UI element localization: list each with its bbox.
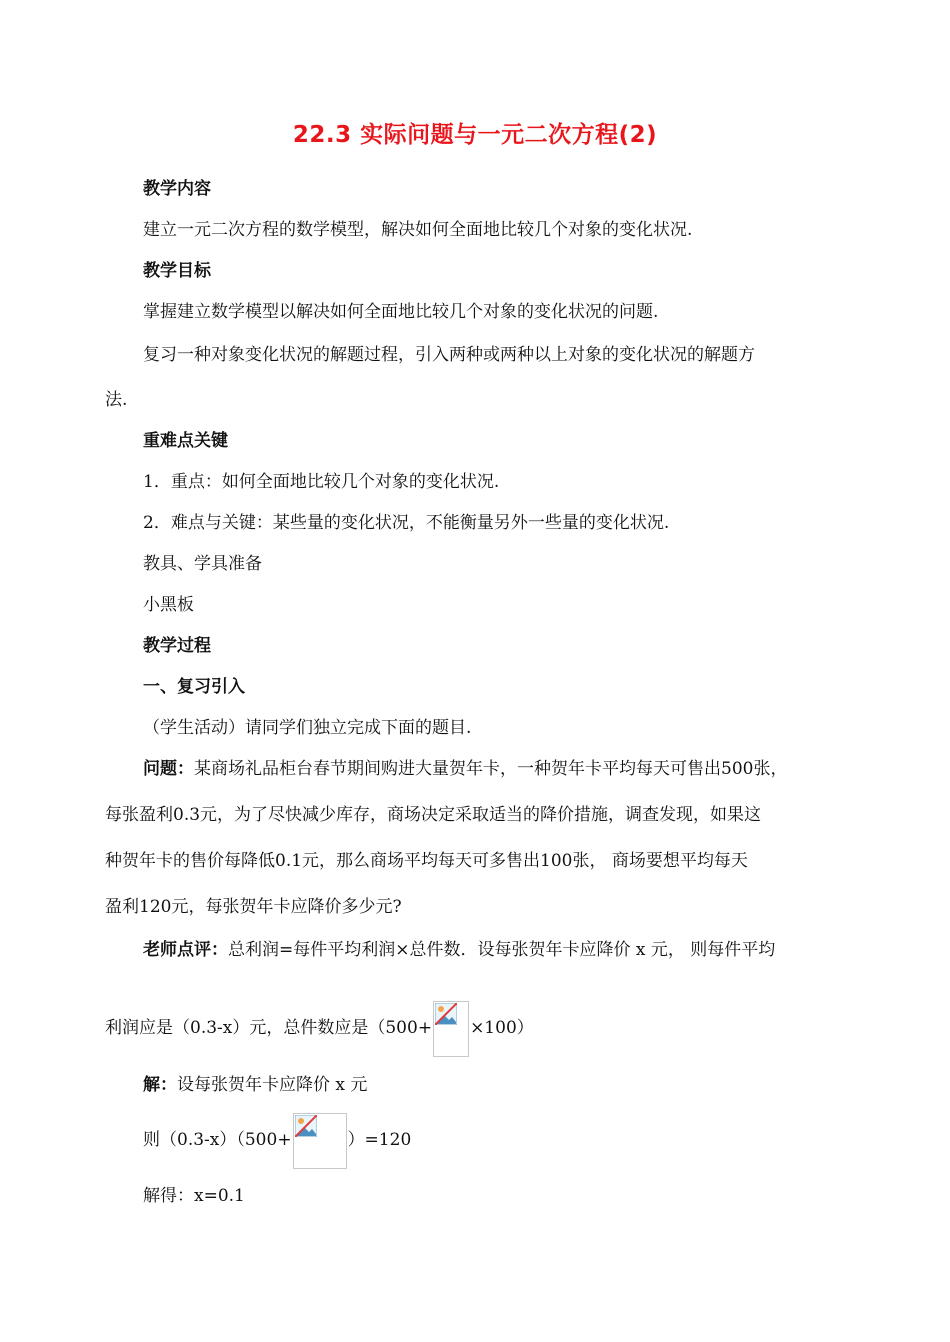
- goal-heading: 教学目标: [143, 261, 211, 281]
- goal-text-2-cont: 法.: [105, 390, 128, 410]
- comment-text-2a: 利润应是（0.3-x）元，总件数应是（500+: [105, 1018, 433, 1038]
- document-title: 22.3 实际问题与一元二次方程(2): [292, 122, 658, 148]
- process-heading: 教学过程: [143, 636, 211, 656]
- fraction-image-icon: [433, 1001, 469, 1057]
- content-heading: 教学内容: [143, 179, 211, 199]
- goal-text-1: 掌握建立数学模型以解决如何全面地比较几个对象的变化状况的问题.: [143, 302, 659, 322]
- problem-line-3: 种贺年卡的售价每降低0.1元，那么商场平均每天可多售出100张， 商场要想平均每天: [105, 851, 748, 871]
- solution-line-3: 解得：x=0.1: [143, 1186, 245, 1206]
- comment-text-2b: ×100）: [470, 1018, 534, 1038]
- problem-line-2: 每张盈利0.3元，为了尽快减少库存，商场决定采取适当的降价措施，调查发现，如果这: [105, 805, 762, 825]
- key-point-2: 2．难点与关键：某些量的变化状况，不能衡量另外一些量的变化状况.: [143, 513, 670, 533]
- activity-text: （学生活动）请同学们独立完成下面的题目.: [143, 718, 472, 738]
- goal-text-2: 复习一种对象变化状况的解题过程，引入两种或两种以上对象的变化状况的解题方: [143, 345, 755, 365]
- solution-text-2a: 则（0.3-x）（500+: [143, 1130, 292, 1150]
- tools-text: 小黑板: [143, 595, 194, 615]
- solution-text-1: 设每张贺年卡应降价 x 元: [177, 1075, 368, 1095]
- tools-heading: 教具、学具准备: [143, 554, 262, 574]
- key-heading: 重难点关键: [143, 431, 228, 451]
- problem-text-1: 某商场礼品柜台春节期间购进大量贺年卡，一种贺年卡平均每天可售出500张，: [194, 759, 788, 779]
- solution-text-2b: ）=120: [347, 1130, 412, 1150]
- comment-line-1: [143, 938, 775, 962]
- comment-line-2: [105, 999, 534, 1057]
- solution-line-2: [143, 1111, 411, 1169]
- review-heading: 一、复习引入: [143, 677, 245, 697]
- key-point-1: 1．重点：如何全面地比较几个对象的变化状况.: [143, 472, 500, 492]
- solution-line-1: [143, 1073, 367, 1097]
- fraction-image-icon: [293, 1113, 347, 1169]
- comment-text-1: 总利润=每件平均利润×总件数．设每张贺年卡应降价 x 元， 则每件平均: [228, 940, 776, 960]
- problem-label: 问题：: [143, 759, 194, 779]
- solution-label: 解：: [143, 1075, 177, 1095]
- problem-line-4: 盈利120元，每张贺年卡应降价多少元?: [105, 897, 402, 917]
- content-text: 建立一元二次方程的数学模型，解决如何全面地比较几个对象的变化状况.: [143, 220, 693, 240]
- comment-label: 老师点评：: [143, 940, 228, 960]
- problem-line-1: [143, 757, 787, 781]
